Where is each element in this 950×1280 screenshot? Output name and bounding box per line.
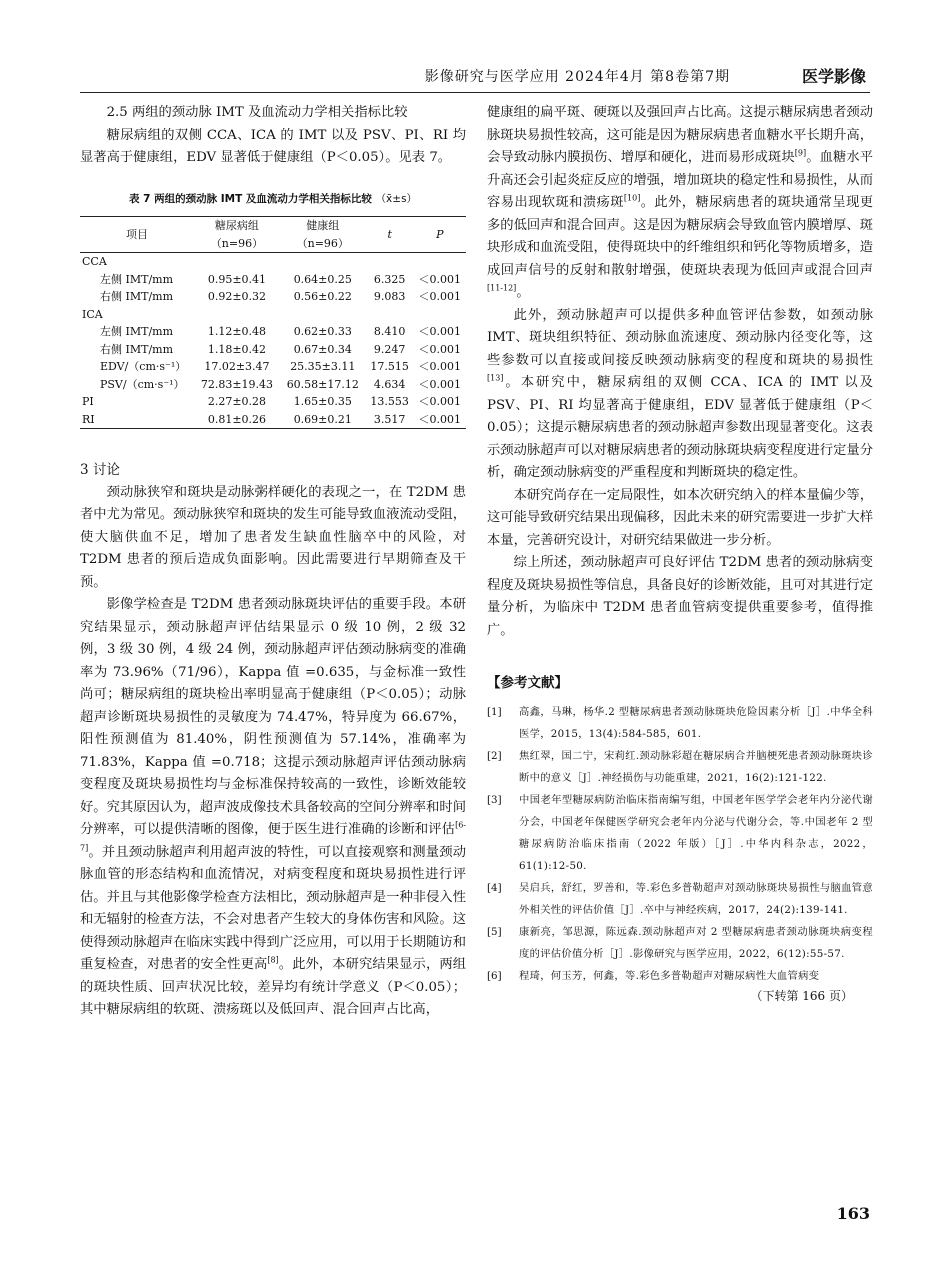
reference-number: [2] bbox=[487, 749, 502, 762]
table-cell-a: 17.02±3.47 bbox=[204, 360, 270, 373]
left-column bbox=[80, 102, 466, 1022]
col-header-diabetes: 糖尿病组 bbox=[194, 217, 280, 235]
table-row bbox=[80, 376, 466, 394]
table-cell-item: EDV/（cm·s⁻¹） bbox=[100, 360, 187, 373]
reference-item bbox=[487, 745, 873, 789]
page-header bbox=[80, 62, 870, 93]
references-list bbox=[487, 701, 873, 987]
section-2-5-title: 2.5 两组的颈动脉 IMT 及血流动力学相关指标比较 bbox=[106, 105, 408, 120]
r-p2-text-a: 此外，颈动脉超声可以提供多种血管评估参数，如颈动脉 IMT、斑块组织特征、颈动脉血流速度、颈动脉内径变化等，这些参数可以直接或间接反映颈动脉病变的程度和斑块的易损性 bbox=[487, 307, 873, 368]
p2-text-a: 影像学检查是 T2DM 患者颈动脉斑块评估的重要手段。本研究结果显示，颈动脉超声评估结果显示 0 级 10 例，2 级 32 例，3 级 30 例，4 级 24 例，颈动脉超声评估颈动脉病变的准确率为 73.96%（71/96），Kappa 值 =0.635，与金标准一致性尚可；糖尿病组的斑块检出率明显高于健康组（P＜0.05）；动脉超声诊断斑块易损性的灵敏度为 74.47%，特异度为 66.67%，阳性预测值为 81.40%，阴性预测值为 57.14%，准确率为 71.83%，Kappa 值 =0.718；这提示颈动脉超声评估颈动脉病变程度及斑块易损性均与金标准保持较高的一致性，诊断效能较好。究其原因认为，超声波成像技术具备较高的空间分辨率和时间分辨率，可以提供清晰的图像，便于医生进行准确的诊断和评估 bbox=[80, 597, 466, 837]
col-header-t: t bbox=[366, 217, 414, 253]
table-cell-b: 1.65±0.35 bbox=[293, 395, 352, 408]
r-p2-text-b: 。本研究中，糖尿病组的双侧 CCA、ICA 的 IMT 以及 PSV、PI、RI 均显著高于健康组，EDV 显著低于健康组（P＜0.05）；这提示糖尿病患者的颈动脉超声参数出现显著变化。这表示颈动脉超声可以对糖尿病患者的颈动脉斑块病变程度进行定量分析，确定颈动脉病变的严重程度和判断斑块的稳定性。 bbox=[487, 375, 873, 480]
reference-text: 高鑫，马琳，杨华.2 型糖尿病患者颈动脉斑块危险因素分析［J］.中华全科医学，2015，13(4):584-585，601. bbox=[519, 705, 873, 740]
table-cell-item: PSV/（cm·s⁻¹） bbox=[100, 377, 185, 391]
table-cell-a: 0.92±0.32 bbox=[207, 290, 267, 303]
r-p1-text-c: 。此外，糖尿病患者的斑块通常呈现更多的低回声和混合回声。这是因为糖尿病会导致血管内膜增厚、斑块形成和血流受阻，使得斑块中的纤维组织和钙化等物质增多，造成回声信号的反射和散射增强，使斑块表现为低回声或混合回声 bbox=[487, 195, 874, 278]
right-paragraph-1 bbox=[487, 102, 873, 305]
table-cell-t: 13.553 bbox=[370, 395, 409, 408]
section-3-title: 3 讨论 bbox=[80, 462, 120, 478]
table-cell-p: ＜0.001 bbox=[418, 377, 462, 391]
table-cell-item: RI bbox=[80, 411, 194, 429]
table-cell-a bbox=[194, 306, 280, 324]
table-row bbox=[80, 341, 466, 359]
table-cell-t: 3.517 bbox=[366, 411, 414, 429]
reference-number: [1] bbox=[487, 705, 502, 718]
table-cell-p bbox=[414, 306, 466, 324]
table-title-text: 表 7 两组的颈动脉 IMT 及血流动力学相关指标比较 bbox=[128, 192, 372, 205]
table-cell-t bbox=[366, 253, 414, 271]
table-cell-p bbox=[414, 253, 466, 271]
table-cell-b: 0.64±0.25 bbox=[293, 272, 352, 286]
table-cell-item: PI bbox=[82, 395, 94, 408]
table-body bbox=[80, 253, 466, 429]
citation-ref: [11-12] bbox=[487, 283, 517, 293]
table-cell-a: 2.27±0.28 bbox=[207, 395, 267, 408]
table-cell-b bbox=[280, 306, 366, 324]
table-cell-p: ＜0.001 bbox=[418, 272, 462, 286]
continued-note: （下转第 166 页） bbox=[750, 988, 853, 1003]
table-cell-t: 17.515 bbox=[370, 360, 409, 373]
section-2-5-paragraph: 糖尿病组的双侧 CCA、ICA 的 IMT 以及 PSV、PI、RI 均显著高于健康组，EDV 显著低于健康组（P＜0.05）。见表 7。 bbox=[80, 127, 466, 165]
col-header-p: P bbox=[414, 217, 466, 253]
reference-number: [5] bbox=[487, 925, 502, 938]
reference-text: 吴启兵，舒红，罗善和，等.彩色多普勒超声对颈动脉斑块易损性与脑血管意外相关性的评估价值［J］.卒中与神经疾病，2017，24(2):139-141. bbox=[519, 881, 873, 916]
reference-item bbox=[487, 965, 873, 987]
col-header-item: 项目 bbox=[80, 217, 194, 253]
table-cell-b: 25.35±3.11 bbox=[290, 360, 356, 373]
table-cell-a: 72.83±19.43 bbox=[200, 377, 274, 391]
p2-text-c: 。此外，本研究结果显示，两组的斑块性质、回声状况比较，差异均有统计学意义（P＜0.05）；其中糖尿病组的软斑、溃疡斑以及低回声、混合回声占比高， bbox=[80, 957, 466, 1017]
table-cell-a: 1.18±0.42 bbox=[207, 342, 267, 356]
table-row bbox=[80, 393, 466, 411]
col-header-diabetes-n: （n=96） bbox=[194, 235, 280, 253]
right-paragraph-3: 本研究尚存在一定局限性，如本次研究纳入的样本量偏少等，这可能导致研究结果出现偏移，因此未来的研究需要进一步扩大样本量，完善研究设计，对研究结果做进一步分析。 bbox=[487, 487, 873, 548]
table-row bbox=[80, 253, 466, 271]
table-cell-item: 右侧 IMT/mm bbox=[100, 342, 174, 356]
p2-text-b: 。并且颈动脉超声利用超声波的特性，可以直接观察和测量颈动脉血管的形态结构和血流情况，对病变程度和斑块易损性进行评估。并且与其他影像学检查方法相比，颈动脉超声是一种非侵入性和无辐射的检查方法，不会对患者产生较大的身体伤害和风险。这使得颈动脉超声在临床实践中得到广泛应用，可以用于长期随访和重复检查，对患者的安全性更高 bbox=[80, 844, 466, 972]
table-cell-item: 左侧 IMT/mm bbox=[100, 325, 174, 338]
journal-title: 影像研究与医学应用 2024年4月 第8卷第7期 bbox=[424, 69, 730, 85]
table-title-note: （x̄±s） bbox=[375, 192, 418, 205]
right-paragraph-2 bbox=[487, 305, 873, 485]
table-cell-item: 左侧 IMT/mm bbox=[100, 272, 174, 286]
col-header-healthy-n: （n=96） bbox=[280, 235, 366, 253]
table-cell-t: 9.083 bbox=[373, 290, 406, 303]
table-cell-t bbox=[366, 306, 414, 324]
table-cell-p: ＜0.001 bbox=[418, 395, 462, 408]
section-name: 医学影像 bbox=[801, 67, 866, 86]
table-7 bbox=[80, 216, 466, 429]
table-cell-t: 9.247 bbox=[373, 342, 406, 356]
table-row bbox=[80, 271, 466, 289]
page-number: 163 bbox=[836, 1204, 870, 1223]
reference-text: 中国老年型糖尿病防治临床指南编写组，中国老年医学学会老年内分泌代谢分会，中国老年保健医学研究会老年内分泌与代谢分会，等.中国老年 2 型糖尿病防治临床指南（2022 年版）［J］.中华内科杂志，2022，61(1):12-50. bbox=[519, 793, 873, 872]
table-cell-item: ICA bbox=[82, 307, 103, 321]
table-cell-b: 0.56±0.22 bbox=[293, 290, 352, 303]
table-cell-item: CCA bbox=[82, 255, 107, 268]
reference-item bbox=[487, 789, 873, 877]
table-row bbox=[80, 288, 466, 306]
right-column bbox=[487, 102, 873, 1007]
references-title: 【参考文献】 bbox=[487, 675, 568, 691]
table-cell-b: 0.62±0.33 bbox=[293, 325, 352, 338]
citation-ref: [13] bbox=[487, 373, 504, 383]
table-cell-p: ＜0.001 bbox=[418, 360, 462, 373]
table-row bbox=[80, 358, 466, 376]
table-cell-item: 右侧 IMT/mm bbox=[100, 290, 174, 303]
reference-text: 焦红翠，国二宁，宋莉红.颈动脉彩超在糖尿病合并脑梗死患者颈动脉斑块诊断中的意义［J］.神经损伤与功能重建，2021，16(2):121-122. bbox=[519, 749, 873, 784]
citation-ref: [10] bbox=[623, 193, 641, 203]
r-p1-text-a: 健康组的扁平斑、硬斑以及强回声占比高。这提示糖尿病患者颈动脉斑块易损性较高，这可能是因为糖尿病患者血糖水平长期升高，会导致动脉内膜损伤、增厚和硬化，进而易形成斑块 bbox=[487, 105, 873, 165]
table-cell-p: ＜0.001 bbox=[414, 411, 466, 429]
table-cell-a: 0.95±0.41 bbox=[207, 272, 267, 286]
r-p1-text-d: 。 bbox=[516, 285, 530, 300]
discussion-paragraph-1: 颈动脉狭窄和斑块是动脉粥样硬化的表现之一，在 T2DM 患者中尤为常见。颈动脉狭窄和斑块的发生可能导致血液流动受阻，使大脑供血不足，增加了患者发生缺血性脑卒中的风险，对 T2DM 患者的预后造成负面影响。因此需要进行早期筛查及干预。 bbox=[80, 484, 466, 590]
table-cell-b: 0.67±0.34 bbox=[293, 342, 352, 356]
reference-number: [3] bbox=[487, 793, 502, 806]
table-cell-b bbox=[280, 253, 366, 271]
col-header-healthy: 健康组 bbox=[280, 217, 366, 235]
table-cell-a bbox=[194, 253, 280, 271]
reference-number: [4] bbox=[487, 881, 502, 894]
table-cell-a: 1.12±0.48 bbox=[207, 325, 267, 338]
reference-item bbox=[487, 877, 873, 921]
reference-number: [6] bbox=[487, 969, 502, 982]
table-7-title bbox=[80, 188, 466, 211]
reference-text: 程琦，何玉芳，何鑫，等.彩色多普勒超声对糖尿病性大血管病变 bbox=[519, 969, 820, 982]
table-row bbox=[80, 323, 466, 341]
right-paragraph-4: 综上所述，颈动脉超声可良好评估 T2DM 患者的颈动脉病变程度及斑块易损性等信息，具备良好的诊断效能，且可对其进行定量分析，为临床中 T2DM 患者血管病变提供重要参考，值得推广。 bbox=[487, 555, 873, 638]
table-cell-p: ＜0.001 bbox=[418, 290, 462, 303]
table-cell-a: 0.81±0.26 bbox=[194, 411, 280, 429]
citation-ref: [9] bbox=[794, 148, 807, 158]
reference-item bbox=[487, 701, 873, 745]
table-cell-t: 4.634 bbox=[373, 377, 406, 391]
table-cell-p: ＜0.001 bbox=[418, 325, 462, 338]
table-cell-t: 6.325 bbox=[373, 272, 406, 286]
table-cell-p: ＜0.001 bbox=[418, 342, 462, 356]
reference-text: 康新亮，邹思源，陈远森.颈动脉超声对 2 型糖尿病患者颈动脉斑块病变程度的评估价值分析［J］.影像研究与医学应用，2022，6(12):55-57. bbox=[519, 925, 873, 960]
r-p1-text-b: 。血糖水平升高还会引起炎症反应的增强，增加斑块的稳定性和易损性，从而容易出现软斑和溃疡斑 bbox=[487, 150, 874, 210]
citation-ref: [8] bbox=[267, 955, 279, 965]
discussion-paragraph-2 bbox=[80, 594, 466, 1022]
table-row bbox=[80, 306, 466, 324]
table-cell-b: 0.69±0.21 bbox=[280, 411, 366, 429]
table-cell-t: 8.410 bbox=[373, 325, 406, 338]
table-row bbox=[80, 411, 466, 429]
reference-item bbox=[487, 921, 873, 965]
citation-ref: [6-7] bbox=[80, 820, 466, 853]
table-cell-b: 60.58±17.12 bbox=[286, 377, 359, 391]
